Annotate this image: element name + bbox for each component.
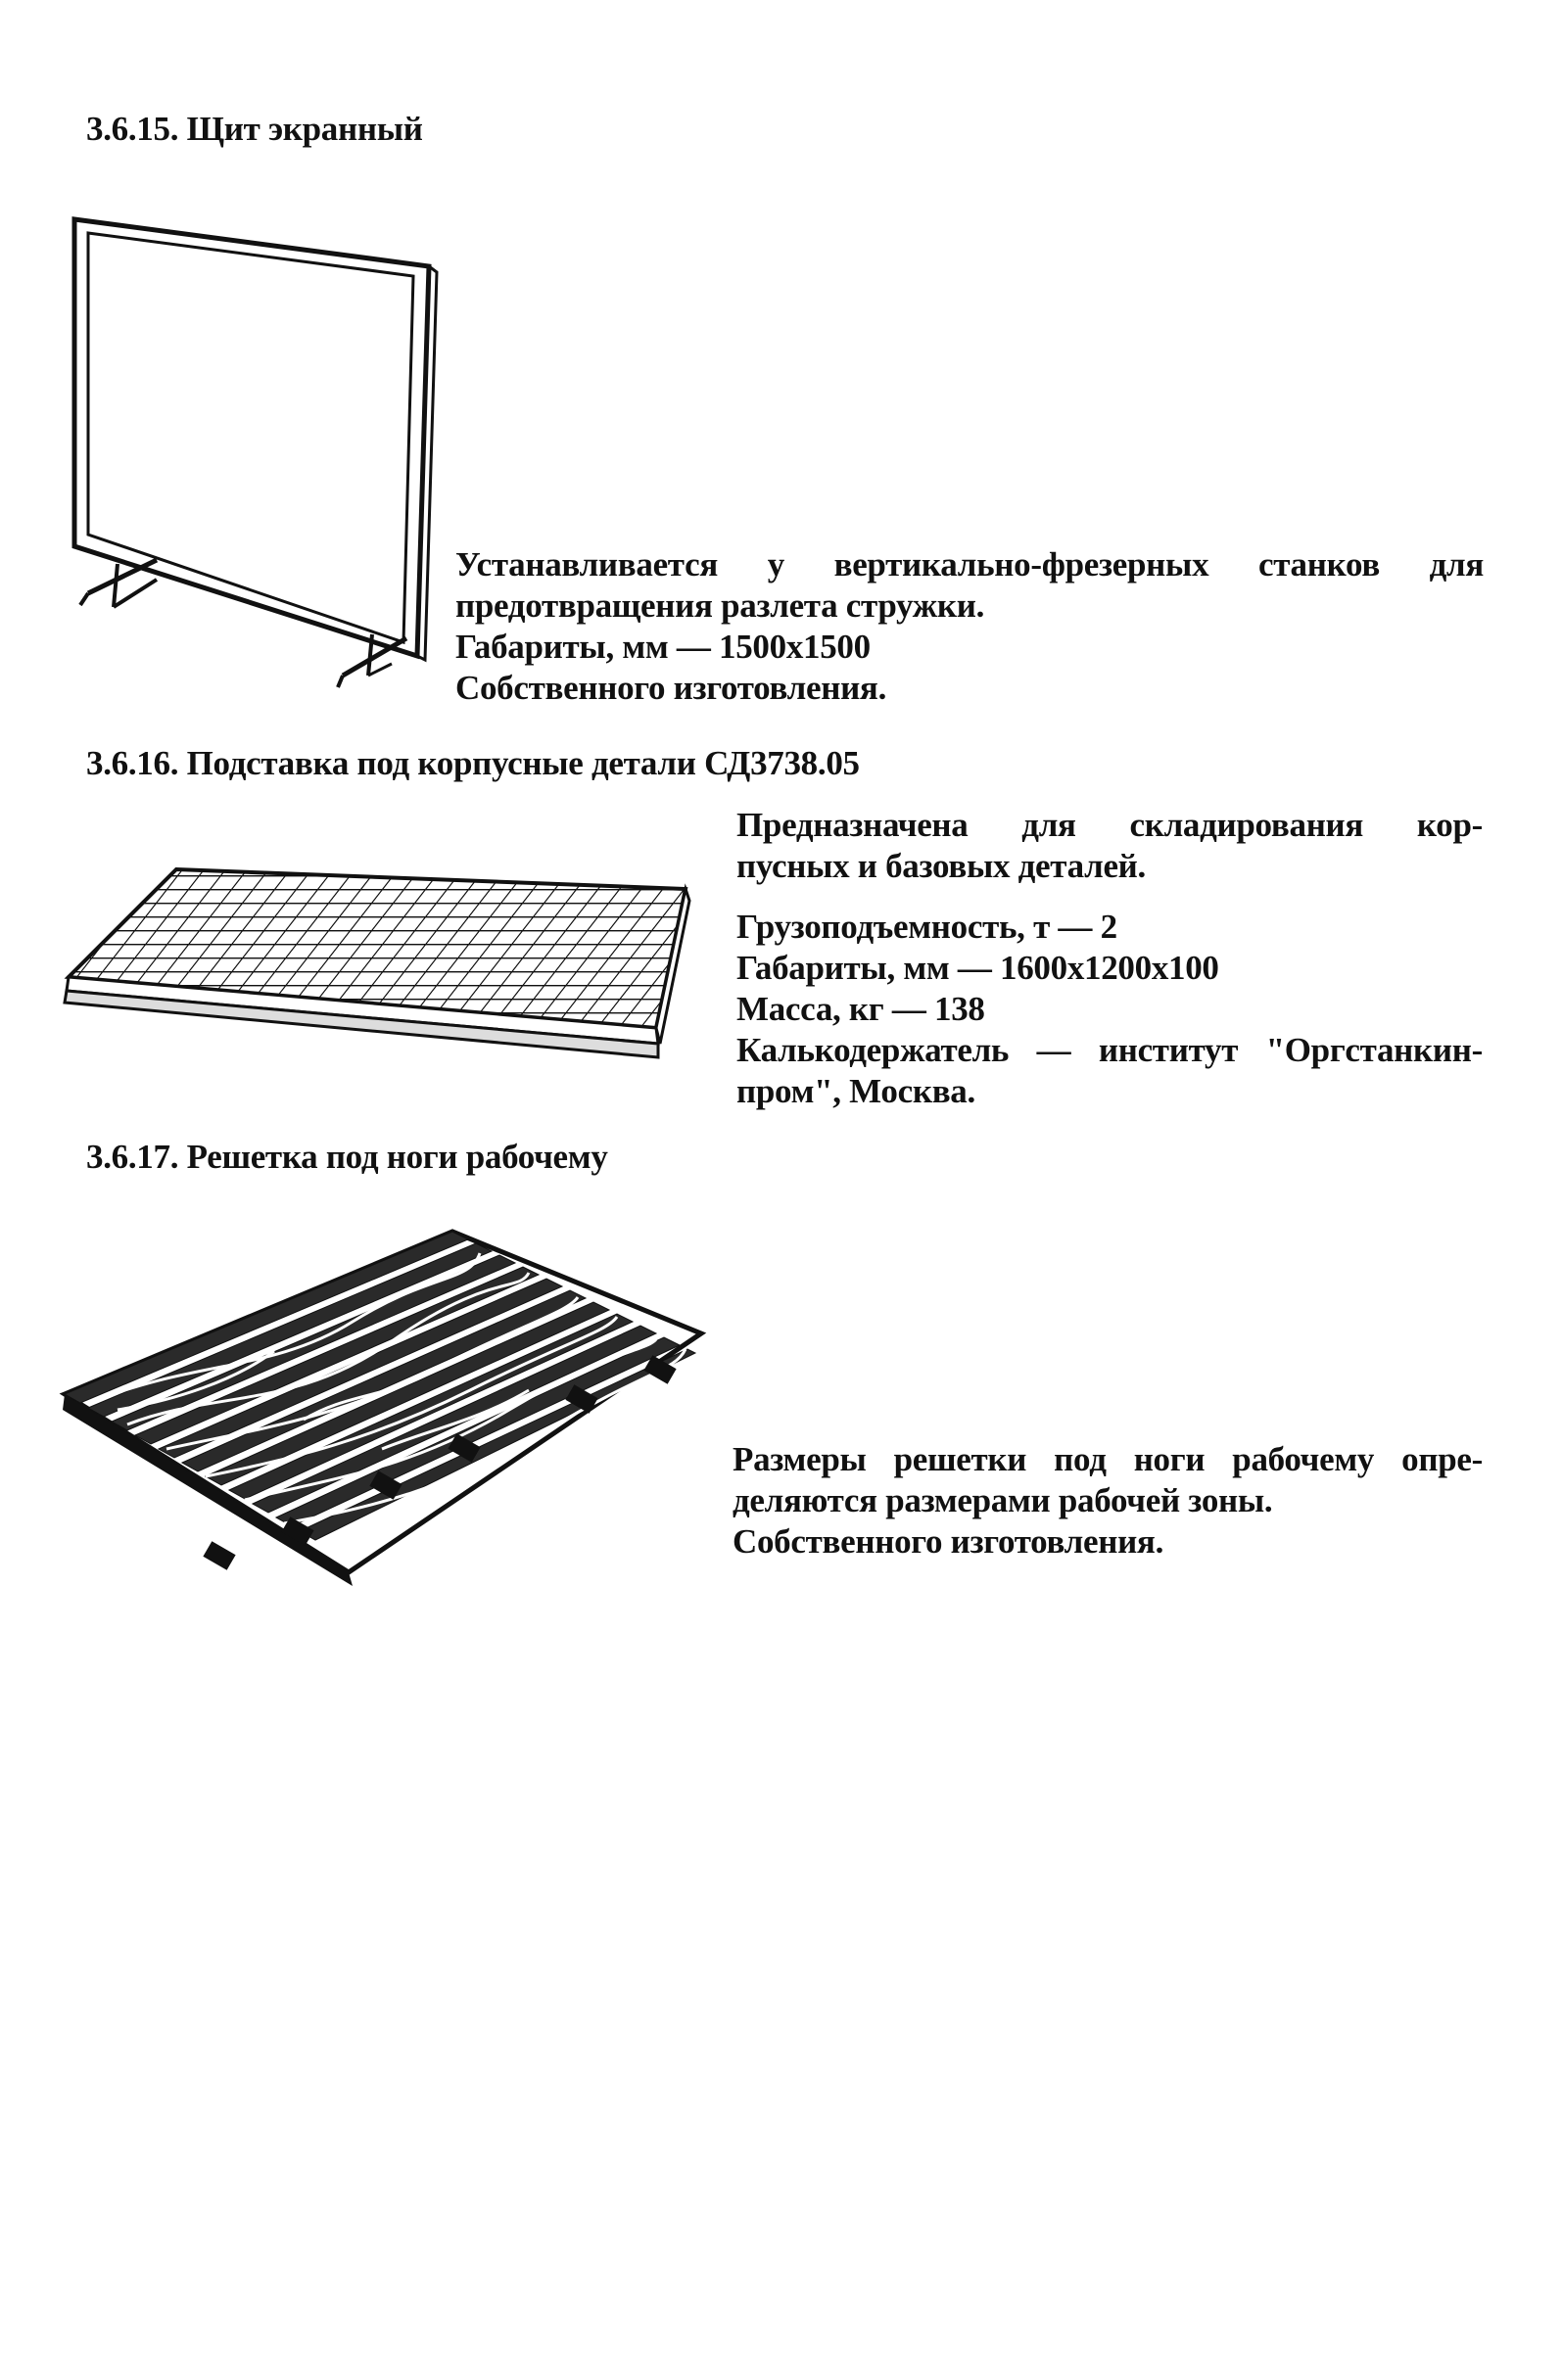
section-heading-3-6-15: 3.6.15. Щит экранный <box>86 110 423 148</box>
description-line: Предназначена для складирования кор- <box>736 806 1483 844</box>
section-description-3-6-16 <box>736 805 1483 1112</box>
description-line: Грузоподъемность, т — 2 <box>736 908 1117 946</box>
description-line: пром", Москва. <box>736 1072 975 1110</box>
section-description-3-6-17 <box>733 1439 1483 1563</box>
description-line: предотвращения разлета стружки. <box>455 586 985 625</box>
description-line: Размеры решетки под ноги рабочему опре- <box>733 1440 1483 1478</box>
section-heading-3-6-17: 3.6.17. Решетка под ноги рабочему <box>86 1138 608 1176</box>
description-line: Собственного изготовления. <box>733 1522 1164 1561</box>
description-line: Калькодержатель — институт "Оргстанкин- <box>736 1031 1483 1069</box>
screen-panel-drawing-icon <box>69 215 441 705</box>
description-line: Габариты, мм — 1500x1500 <box>455 628 871 666</box>
section-description-3-6-15 <box>455 544 1484 709</box>
section-heading-3-6-16: 3.6.16. Подставка под корпусные детали СД3738.05 <box>86 744 860 782</box>
description-line: Габариты, мм — 1600x1200x100 <box>736 949 1219 987</box>
grid-stand-drawing-icon <box>59 862 705 1067</box>
description-line: деляются размерами рабочей зоны. <box>733 1481 1273 1519</box>
wooden-foot-grate-drawing-icon <box>59 1224 715 1596</box>
description-line: Собственного изготовления. <box>455 669 887 707</box>
description-line: Устанавливается у вертикально-фрезерных станков для <box>455 545 1484 583</box>
description-line: Масса, кг — 138 <box>736 990 985 1028</box>
description-line: пусных и базовых деталей. <box>736 847 1147 885</box>
